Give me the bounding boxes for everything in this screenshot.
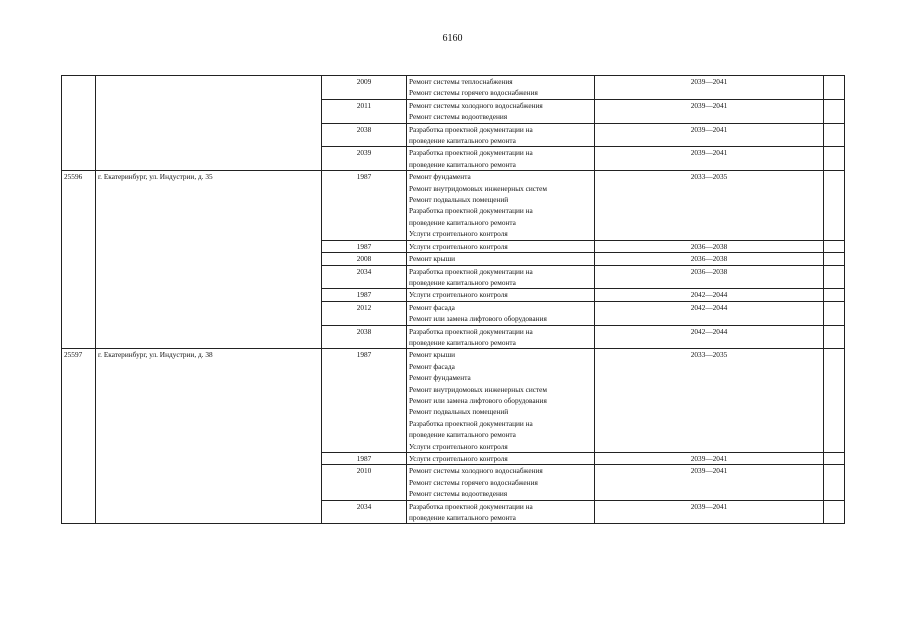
repair-schedule-table	[61, 75, 845, 524]
empty-cell	[824, 301, 845, 325]
work-type-line: Ремонт крыши	[409, 254, 456, 264]
work-type-line: проведение капитального ремонта	[409, 337, 516, 347]
period-cell: 2033—2035	[595, 171, 824, 240]
work-type-line: Ремонт внутридомовых инженерных систем	[409, 183, 548, 193]
work-types-cell	[407, 453, 595, 465]
work-type-line: Разработка проектной документации на	[409, 326, 533, 336]
year-cell: 2038	[322, 123, 407, 147]
work-type-line: Ремонт или замена лифтового оборудования	[409, 314, 547, 324]
table-row	[62, 171, 845, 240]
work-types-cell	[407, 500, 595, 524]
work-type-line: Ремонт крыши	[409, 350, 456, 360]
empty-cell	[824, 147, 845, 171]
year-cell: 2009	[322, 76, 407, 100]
work-type-line: Ремонт фасада	[409, 302, 455, 312]
table-row	[62, 76, 845, 100]
work-types-cell	[407, 465, 595, 500]
period-cell: 2042—2044	[595, 325, 824, 349]
work-type-line: проведение капитального ремонта	[409, 430, 516, 440]
year-cell: 2008	[322, 253, 407, 265]
work-type-line: Ремонт подвальных помещений	[409, 407, 509, 417]
period-cell: 2039—2041	[595, 76, 824, 100]
table-row	[62, 349, 845, 453]
year-cell: 2039	[322, 147, 407, 171]
empty-cell	[824, 325, 845, 349]
work-type-line: проведение капитального ремонта	[409, 159, 516, 169]
empty-cell	[824, 240, 845, 252]
work-type-line: проведение капитального ремонта	[409, 136, 516, 146]
work-type-line: Разработка проектной документации на	[409, 418, 533, 428]
year-cell: 1987	[322, 171, 407, 240]
work-type-line: Ремонт внутридомовых инженерных систем	[409, 384, 548, 394]
empty-cell	[824, 453, 845, 465]
period-cell: 2042—2044	[595, 289, 824, 301]
work-types-cell	[407, 253, 595, 265]
work-type-line: Разработка проектной документации на	[409, 501, 533, 511]
building-number-cell	[62, 76, 96, 171]
building-number-cell: 25596	[62, 171, 96, 349]
empty-cell	[824, 253, 845, 265]
empty-cell	[824, 99, 845, 123]
page-number: 6160	[442, 33, 463, 44]
empty-cell	[824, 349, 845, 453]
work-type-line: Разработка проектной документации на	[409, 124, 533, 134]
work-type-line: Ремонт системы холодного водоснабжения	[409, 466, 543, 476]
work-types-cell	[407, 349, 595, 453]
year-cell: 2034	[322, 500, 407, 524]
year-cell: 1987	[322, 453, 407, 465]
year-cell: 2010	[322, 465, 407, 500]
year-cell: 1987	[322, 289, 407, 301]
work-type-line: Услуги строительного контроля	[409, 229, 508, 239]
table-body	[62, 76, 845, 524]
work-type-line: проведение капитального ремонта	[409, 217, 516, 227]
year-cell: 1987	[322, 240, 407, 252]
period-cell: 2033—2035	[595, 349, 824, 453]
empty-cell	[824, 500, 845, 524]
work-type-line: Ремонт системы горячего водоснабжения	[409, 88, 538, 98]
empty-cell	[824, 76, 845, 100]
work-type-line: проведение капитального ремонта	[409, 513, 516, 523]
work-types-cell	[407, 123, 595, 147]
period-cell: 2039—2041	[595, 500, 824, 524]
work-types-cell	[407, 99, 595, 123]
work-types-cell	[407, 325, 595, 349]
year-cell: 2038	[322, 325, 407, 349]
year-cell: 2011	[322, 99, 407, 123]
period-cell: 2036—2038	[595, 265, 824, 289]
period-cell: 2039—2041	[595, 123, 824, 147]
work-type-line: Услуги строительного контроля	[409, 441, 508, 451]
empty-cell	[824, 265, 845, 289]
address-cell	[96, 76, 322, 171]
year-cell: 2012	[322, 301, 407, 325]
work-type-line: Разработка проектной документации на	[409, 266, 533, 276]
period-cell: 2036—2038	[595, 240, 824, 252]
period-cell: 2039—2041	[595, 99, 824, 123]
period-cell: 2039—2041	[595, 465, 824, 500]
work-type-line: Ремонт фасада	[409, 361, 455, 371]
work-type-line: Ремонт системы водоотведения	[409, 489, 508, 499]
address-cell: г. Екатеринбург, ул. Индустрии, д. 35	[96, 171, 322, 349]
period-cell: 2039—2041	[595, 147, 824, 171]
work-types-cell	[407, 289, 595, 301]
work-type-line: Ремонт или замена лифтового оборудования	[409, 395, 547, 405]
building-number-cell: 25597	[62, 349, 96, 524]
empty-cell	[824, 171, 845, 240]
period-cell: 2042—2044	[595, 301, 824, 325]
empty-cell	[824, 123, 845, 147]
work-type-line: Ремонт подвальных помещений	[409, 195, 509, 205]
work-types-cell	[407, 147, 595, 171]
work-type-line: проведение капитального ремонта	[409, 277, 516, 287]
work-type-line: Ремонт системы горячего водоснабжения	[409, 477, 538, 487]
work-type-line: Услуги строительного контроля	[409, 454, 508, 463]
year-cell: 1987	[322, 349, 407, 453]
period-cell: 2036—2038	[595, 253, 824, 265]
work-type-line: Ремонт системы холодного водоснабжения	[409, 100, 543, 110]
work-types-cell	[407, 301, 595, 325]
work-types-cell	[407, 171, 595, 240]
work-types-cell	[407, 240, 595, 252]
work-type-line: Услуги строительного контроля	[409, 241, 508, 251]
work-type-line: Ремонт системы водоотведения	[409, 112, 508, 122]
work-type-line: Ремонт системы теплоснабжения	[409, 77, 513, 86]
year-cell: 2034	[322, 265, 407, 289]
work-type-line: Ремонт фундамента	[409, 172, 471, 182]
address-cell: г. Екатеринбург, ул. Индустрии, д. 38	[96, 349, 322, 524]
period-cell: 2039—2041	[595, 453, 824, 465]
work-type-line: Ремонт фундамента	[409, 373, 471, 383]
empty-cell	[824, 289, 845, 301]
empty-cell	[824, 465, 845, 500]
work-types-cell	[407, 265, 595, 289]
work-types-cell	[407, 76, 595, 100]
work-type-line: Услуги строительного контроля	[409, 290, 508, 300]
work-type-line: Разработка проектной документации на	[409, 206, 533, 216]
work-type-line: Разработка проектной документации на	[409, 148, 533, 158]
